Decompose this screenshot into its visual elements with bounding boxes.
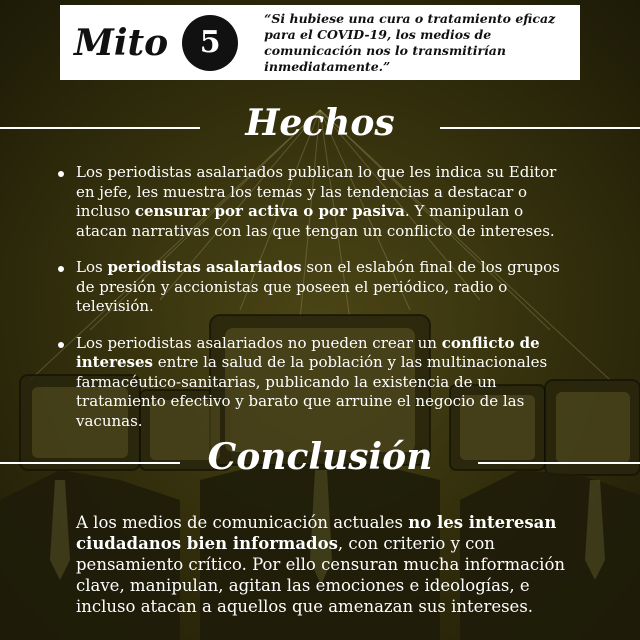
facts-list bbox=[58, 163, 578, 448]
list-item: Los periodistas asalariados son el eslabón final de los grupos de presión y accionistas que poseen el periódico, radio o televisión. bbox=[58, 258, 578, 317]
list-item: Los periodistas asalariados no pueden crear un conflicto de intereses entre la salud de la población y las multinacionales farmacéutico-sanitarias, publicando la existencia de un tratamiento efectivo y barato que arruine el negocio de las vacunas. bbox=[58, 334, 578, 432]
facts-title: Hechos bbox=[245, 102, 395, 144]
conclusion-title: Conclusión bbox=[207, 436, 433, 478]
myth-number-badge: 5 bbox=[182, 15, 238, 71]
conclusion-text: A los medios de comunicación actuales no les interesan ciudadanos bien informados, con criterio y con pensamiento crítico. Por ello censuran mucha información clave, manipulan, agitan las emociones e ideologías, e incluso atacan a aquellos que amenazan sus intereses. bbox=[76, 513, 566, 616]
list-item: Los periodistas asalariados publican lo que les indica su Editor en jefe, les muestra los temas y las tendencias a destacar o incluso censurar por activa o por pasiva. Y manipulan o atacan narrativas con las que tengan un conflicto de intereses. bbox=[58, 163, 578, 241]
myth-header bbox=[60, 5, 580, 80]
myth-quote: “Si hubiese una cura o tratamiento eficaz para el COVID-19, los medios de comunicación nos lo transmitirían inmediatamente.” bbox=[264, 10, 556, 74]
myth-label: Mito bbox=[74, 21, 169, 64]
